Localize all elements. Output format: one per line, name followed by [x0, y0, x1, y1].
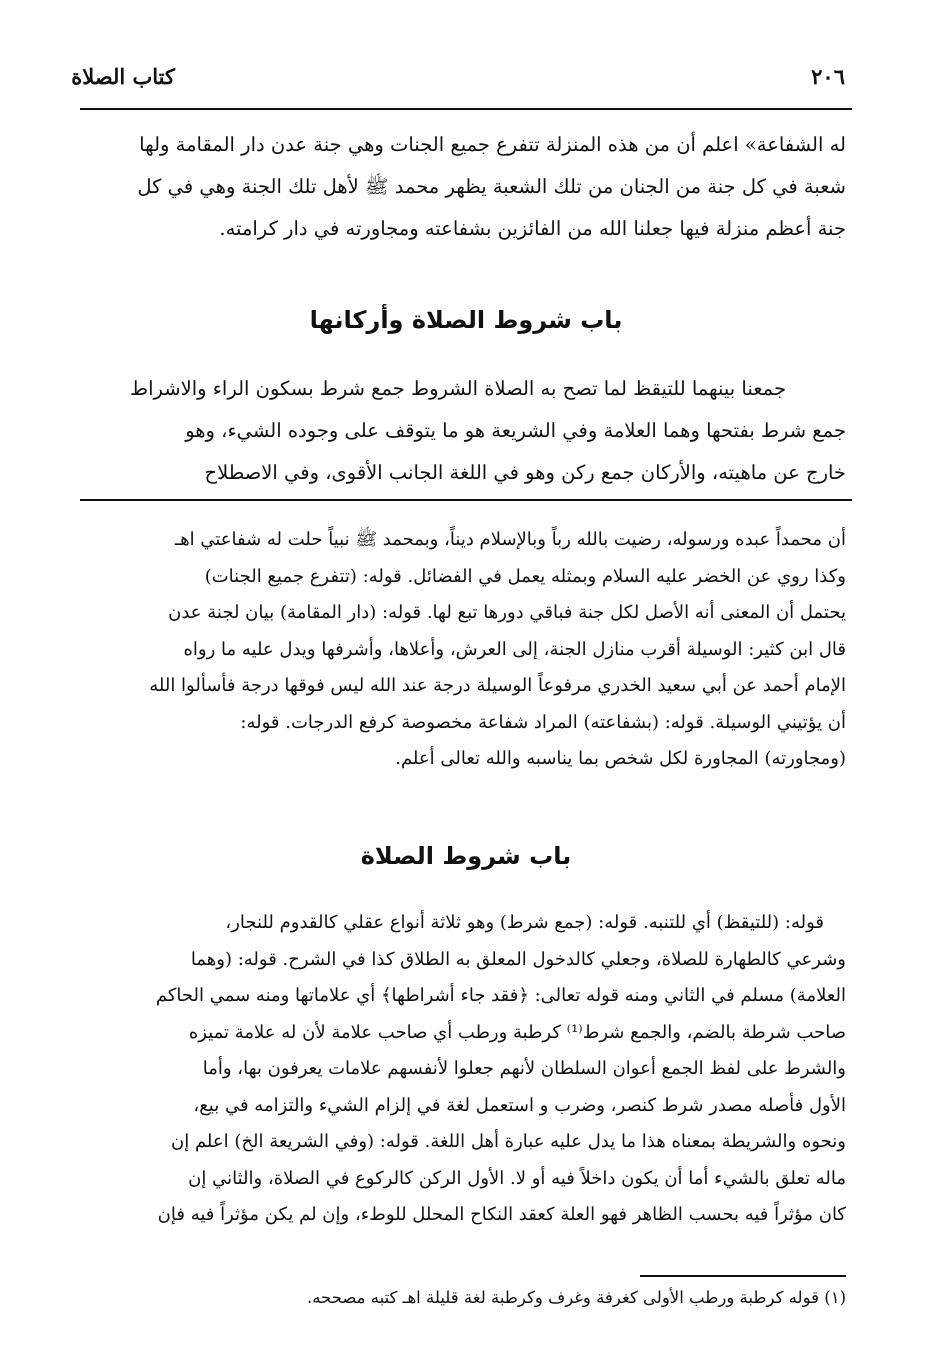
- main-text-paragraph: [78, 368, 846, 494]
- text-line: أن محمداً عبده ورسوله، رضيت بالله رباً وبالإسلام ديناً، وبمحمد ﷺ نبياً حلت له شفاعتي اهـ: [174, 529, 846, 550]
- section-heading: باب شروط الصلاة: [360, 842, 572, 870]
- page-number: ٢٠٦: [811, 64, 845, 89]
- text-line: أن يؤتيني الوسيلة. قوله: (بشفاعته) المراد شفاعة مخصوصة كرفع الدرجات. قوله:: [240, 711, 846, 733]
- text-line: والشرط على لفظ الجمع أعوان السلطان لأنهم جعلوا لأنفسهم علامات يعرفون بها، وأما: [202, 1058, 846, 1079]
- text-line: الإمام أحمد عن أبي سعيد الخدري مرفوعاً الوسيلة درجة عند الله ليس فوقها درجة فأسألوا الله: [149, 675, 846, 696]
- text-line: له الشفاعة» اعلم أن من هذه المنزلة تتفرع جميع الجنات وهي جنة عدن دار المقامة ولها: [139, 133, 846, 156]
- running-header-title: كتاب الصلاة: [71, 64, 175, 89]
- text-line: جنة أعظم منزلة فيها جعلنا الله من الفائزين بشفاعته ومجاورته في دار كرامته.: [219, 217, 846, 240]
- text-line: (ومجاورته) المجاورة لكل شخص بما يناسبه والله تعالى أعلم.: [395, 748, 846, 769]
- text-line: العلامة) مسلم في الثاني ومنه قوله تعالى: ﴿فقد جاء أشراطها﴾ أي علاماتها ومنه سمي الحاكم: [155, 985, 846, 1006]
- text-line: كان مؤثراً فيه بحسب الظاهر فهو العلة كعقد النكاح المحلل للوطء، وإن لم يكن مؤثراً فيه فإن: [157, 1204, 846, 1225]
- text-line: قال ابن كثير: الوسيلة أقرب منازل الجنة، إلى العرش، وأعلاها، وأشرفها ويدل عليه ما رواه: [183, 638, 846, 660]
- text-line: شعبة في كل جنة من الجنان من تلك الشعبة يظهر محمد ﷺ لأهل تلك الجنة وهي في كل: [137, 175, 846, 198]
- text-line: قوله: (للتيقظ) أي للتنبه. قوله: (جمع شرط) وهو ثلاثة أنواع عقلي كالقدوم للنجار،: [225, 912, 824, 933]
- text-line: وشرعي كالطهارة للصلاة، وجعلي كالدخول المعلق به الطلاق كذا في الشرح. قوله: (وهما: [190, 948, 846, 970]
- text-line: يحتمل أن المعنى أنه الأصل لكل جنة فباقي دورها تبع لها. قوله: (دار المقامة) بيان لجنة عدن: [168, 602, 846, 623]
- text-line: وكذا روي عن الخضر عليه السلام وبمثله يعمل في الفضائل. قوله: (تتفرع جميع الجنات): [204, 565, 846, 587]
- footnote: [78, 1285, 846, 1311]
- footnote-rule: [640, 1275, 846, 1277]
- text-line: خارج عن ماهيته، والأركان جمع ركن وهو في اللغة الجانب الأقوى، وفي الاصطلاح: [204, 461, 846, 484]
- text-line: جمعنا بينهما للتيقظ لما تصح به الصلاة الشروط جمع شرط بسكون الراء والاشراط: [130, 377, 786, 400]
- text-line: الأول فأصله مصدر شرط كنصر، وضرب و استعمل لغة في إلزام الشيء والتزامه في بيع،: [193, 1094, 846, 1116]
- header-rule: [80, 108, 852, 110]
- text-line: جمع شرط بفتحها وهما العلامة وفي الشريعة هو ما يتوقف على وجوده الشيء، وهو: [185, 419, 846, 442]
- commentary-divider: [80, 499, 852, 501]
- commentary-paragraph: [78, 522, 846, 778]
- text-line: ونحوه والشريطة بمعناه هذا ما يدل عليه عبارة أهل اللغة. قوله: (وفي الشريعة الخ) اعلم إن: [171, 1131, 846, 1152]
- footnote-line: (١) قوله كرطبة ورطب الأولى كغرفة وغرف وكرطبة لغة قليلة اهـ كتبه مصححه.: [306, 1288, 846, 1307]
- intro-paragraph: [78, 124, 846, 250]
- commentary-paragraph: [78, 905, 846, 1234]
- section-heading: باب شروط الصلاة وأركانها: [309, 306, 623, 334]
- text-line: ماله تعلق بالشيء أما أن يكون داخلاً فيه أو لا. الأول الركن كالركوع في الصلاة، والثاني إن: [188, 1167, 846, 1189]
- text-line: صاحب شرطة بالضم، والجمع شرط⁽¹⁾ كرطبة ورطب أي صاحب علامة لأن له علامة تميزه: [188, 1021, 846, 1043]
